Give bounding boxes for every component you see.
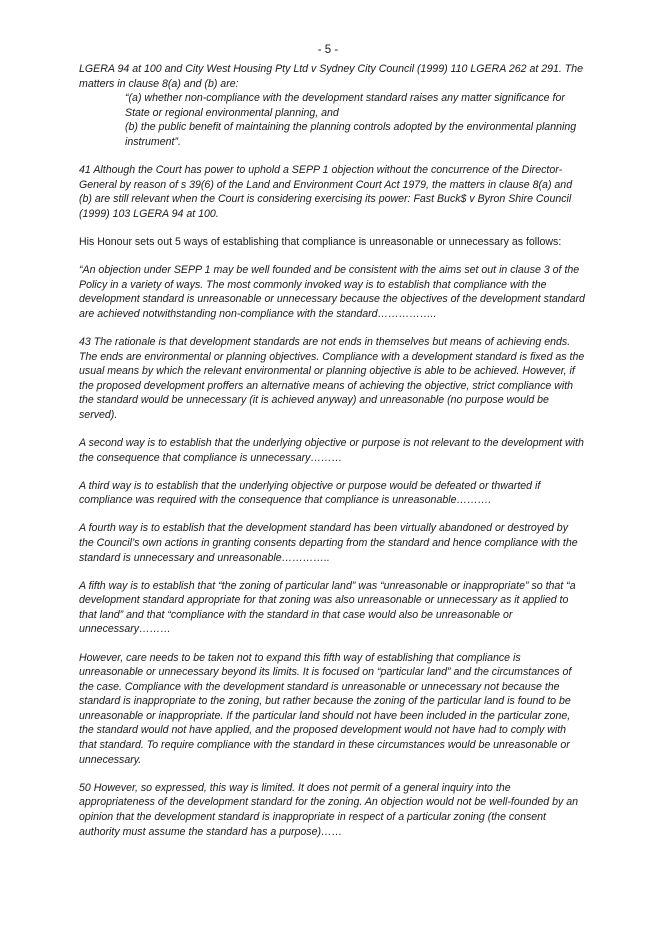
document-body — [79, 62, 585, 853]
paragraph-43: 43 The rationale is that development standards are not ends in themselves but means of achieving ends. The ends are environmental or planning objectives. Compliance with a development standard is fixed as the usual means by which the relevant environmental or planning objective is able to be achieved. However, if the proposed development proffers an alternative means of achieving the objective, strict compliance with the standard would be unnecessary (it is achieved anyway) and unreasonable (no purpose would be served). — [79, 335, 585, 421]
paragraph-objection: “An objection under SEPP 1 may be well founded and be consistent with the aims set out in clause 3 of the Policy in a variety of ways. The most commonly invoked way is to establish that compliance with the development standard is unreasonable or unnecessary because the objectives of the development standard are achieved notwithstanding non-compliance with the standard…………….. — [79, 264, 585, 320]
paragraph-fifth-way: A fifth way is to establish that “the zoning of particular land” was “unreasonable or inappropriate” so that “a development standard appropriate for that zoning was also unreasonable or unnecessary as it applied to that land” and that “compliance with the standard in that case would also be unreasonable or unnecessary……… — [79, 579, 576, 636]
quote-line-b: (b) the public benefit of maintaining the planning controls adopted by the environmental planning instrument”. — [125, 121, 577, 148]
page-number: - 5 - — [317, 44, 339, 56]
paragraph-care: However, care needs to be taken not to expand this fifth way of establishing that compliance is unreasonable or unnecessary beyond its limits. It is focused on “particular land” and the circumstances of the case. Compliance with the development standard is unreasonable or unnecessary not because the standard is inappropriate to the zoning, but rather because the zoning of the particular land is found to be unreasonable or inappropriate. If the particular land should not have been included in the particular zone, the standard would not have applied, and the proposed development would not have had to comply with that standard. To require compliance with the standard in these circumstances would be unreasonable or unnecessary. — [79, 651, 572, 766]
paragraph-fourth-way: A fourth way is to establish that the development standard has been virtually abandoned or destroyed by the Council’s own actions in granting consents departing from the standard and hence compliance with the standard is unnecessary and unreasonable………….. — [79, 522, 578, 564]
paragraph-50: 50 However, so expressed, this way is limited. It does not permit of a general inquiry into the appropriateness of the development standard for the zoning. An objection would not be well-founded by an opinion that the development standard is inappropriate in respect of a particular zoning (the consent authority must assume the standard has a purpose)…… — [79, 781, 579, 838]
paragraph-citation-intro: LGERA 94 at 100 and City West Housing Pty Ltd v Sydney City Council (1999) 110 LGERA 262 at 291. The matters in clause 8(a) and (b) are: — [79, 63, 584, 90]
block-quote — [125, 91, 585, 149]
paragraph-his-honour: His Honour sets out 5 ways of establishing that compliance is unreasonable or unnecessary as follows: — [79, 235, 562, 248]
paragraph-41: 41 Although the Court has power to uphold a SEPP 1 objection without the concurrence of the Director-General by reason of s 39(6) of the Land and Environment Court Act 1979, the matters in clause 8(a) and (b) are still relevant when the Court is considering exercising its power: Fast Buck$ v Byron Shire Council (1999) 103 LGERA 94 at 100. — [79, 164, 573, 220]
paragraph-second-way: A second way is to establish that the underlying objective or purpose is not relevant to the development with the consequence that compliance is unnecessary……… — [79, 436, 584, 464]
quote-line-a: “(a) whether non-compliance with the development standard raises any matter significance for State or regional environmental planning, and — [125, 92, 565, 119]
paragraph-third-way: A third way is to establish that the underlying objective or purpose would be defeated or thwarted if compliance was required with the consequence that compliance is unreasonable………. — [79, 479, 541, 507]
